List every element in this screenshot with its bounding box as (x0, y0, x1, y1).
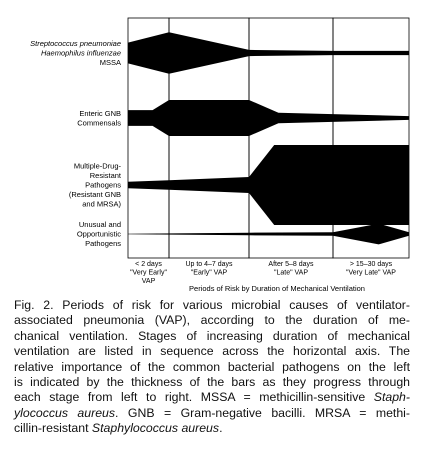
period-label: > 15–30 days (349, 261, 393, 268)
caption-line (14, 406, 410, 421)
caption-text: Fig. 2. Periods of risk for various microbial causes of ventilator- (14, 298, 410, 312)
risk-bar-3 (128, 145, 409, 225)
pathogen-label: Streptococcus pneumoniae (30, 39, 121, 48)
pathogen-labels (30, 39, 122, 248)
risk-bar-4 (128, 224, 409, 245)
caption-line (14, 344, 410, 359)
caption-text: each stage from left to right. MSSA = methicillin-sensitive (14, 390, 374, 405)
pathogen-label: Commensals (77, 118, 121, 128)
period-labels (130, 261, 396, 285)
risk-bars (128, 32, 409, 244)
risk-bar-2 (128, 100, 409, 136)
caption-text: associated pneumonia (VAP), according to the duration of me- (14, 313, 410, 328)
pathogen-label: Opportunistic (76, 229, 121, 239)
period-label: "Early" VAP (190, 269, 228, 277)
caption-line (14, 375, 410, 390)
caption-line (14, 313, 410, 328)
pathogen-label: Unusual and (78, 220, 121, 229)
pathogen-label: Resistant (89, 171, 121, 180)
period-label: "Late" VAP (273, 269, 309, 277)
period-label: After 5–8 days (268, 261, 314, 268)
caption-text: relative importance of the common bacterial pathogens on the left (14, 359, 410, 374)
x-axis-title: Periods of Risk by Duration of Mechanical Ventilation (189, 284, 365, 293)
caption-text: chanical ventilation. Stages of increasing duration of mechanical (14, 328, 410, 343)
caption-text: ventilation are listed in sequence across the horizontal axis. The (14, 344, 410, 359)
caption-line (14, 329, 410, 344)
period-label: Up to 4–7 days (185, 261, 233, 268)
pathogen-label: Pathogens (85, 239, 121, 248)
pathogen-label: Enteric GNB (79, 108, 121, 118)
caption-line (14, 421, 410, 436)
caption-line (14, 360, 410, 375)
pathogen-label: (Resistant GNB (68, 190, 121, 199)
caption-line (14, 390, 410, 405)
pathogen-label: MSSA (99, 58, 121, 67)
risk-bar-1 (128, 32, 409, 74)
period-label: VAP (141, 278, 156, 285)
caption-text: ylococcus aureus (14, 405, 116, 420)
caption-text: cillin-resistant (14, 421, 92, 436)
pathogen-label: Pathogens (85, 180, 121, 190)
pathogen-label: and MRSA) (82, 199, 121, 209)
figure-caption (14, 298, 410, 437)
caption-text: . GNB = Gram-negative bacilli. MRSA = methi- (115, 405, 410, 420)
period-label: "Very Early" (130, 269, 167, 277)
caption-text: Staphylococcus aureus (91, 421, 220, 436)
caption-text: is indicated by the thickness of the bars as they progress through (14, 375, 410, 390)
caption-line (14, 298, 410, 313)
pathogen-label: Multiple-Drug- (73, 161, 121, 171)
caption-text: Staph- (373, 390, 410, 405)
pathogen-label: Haemophilus influenzae (40, 48, 121, 58)
caption-text: . (219, 421, 223, 436)
period-label: < 2 days (135, 261, 162, 268)
period-label: "Very Late" VAP (346, 269, 396, 277)
